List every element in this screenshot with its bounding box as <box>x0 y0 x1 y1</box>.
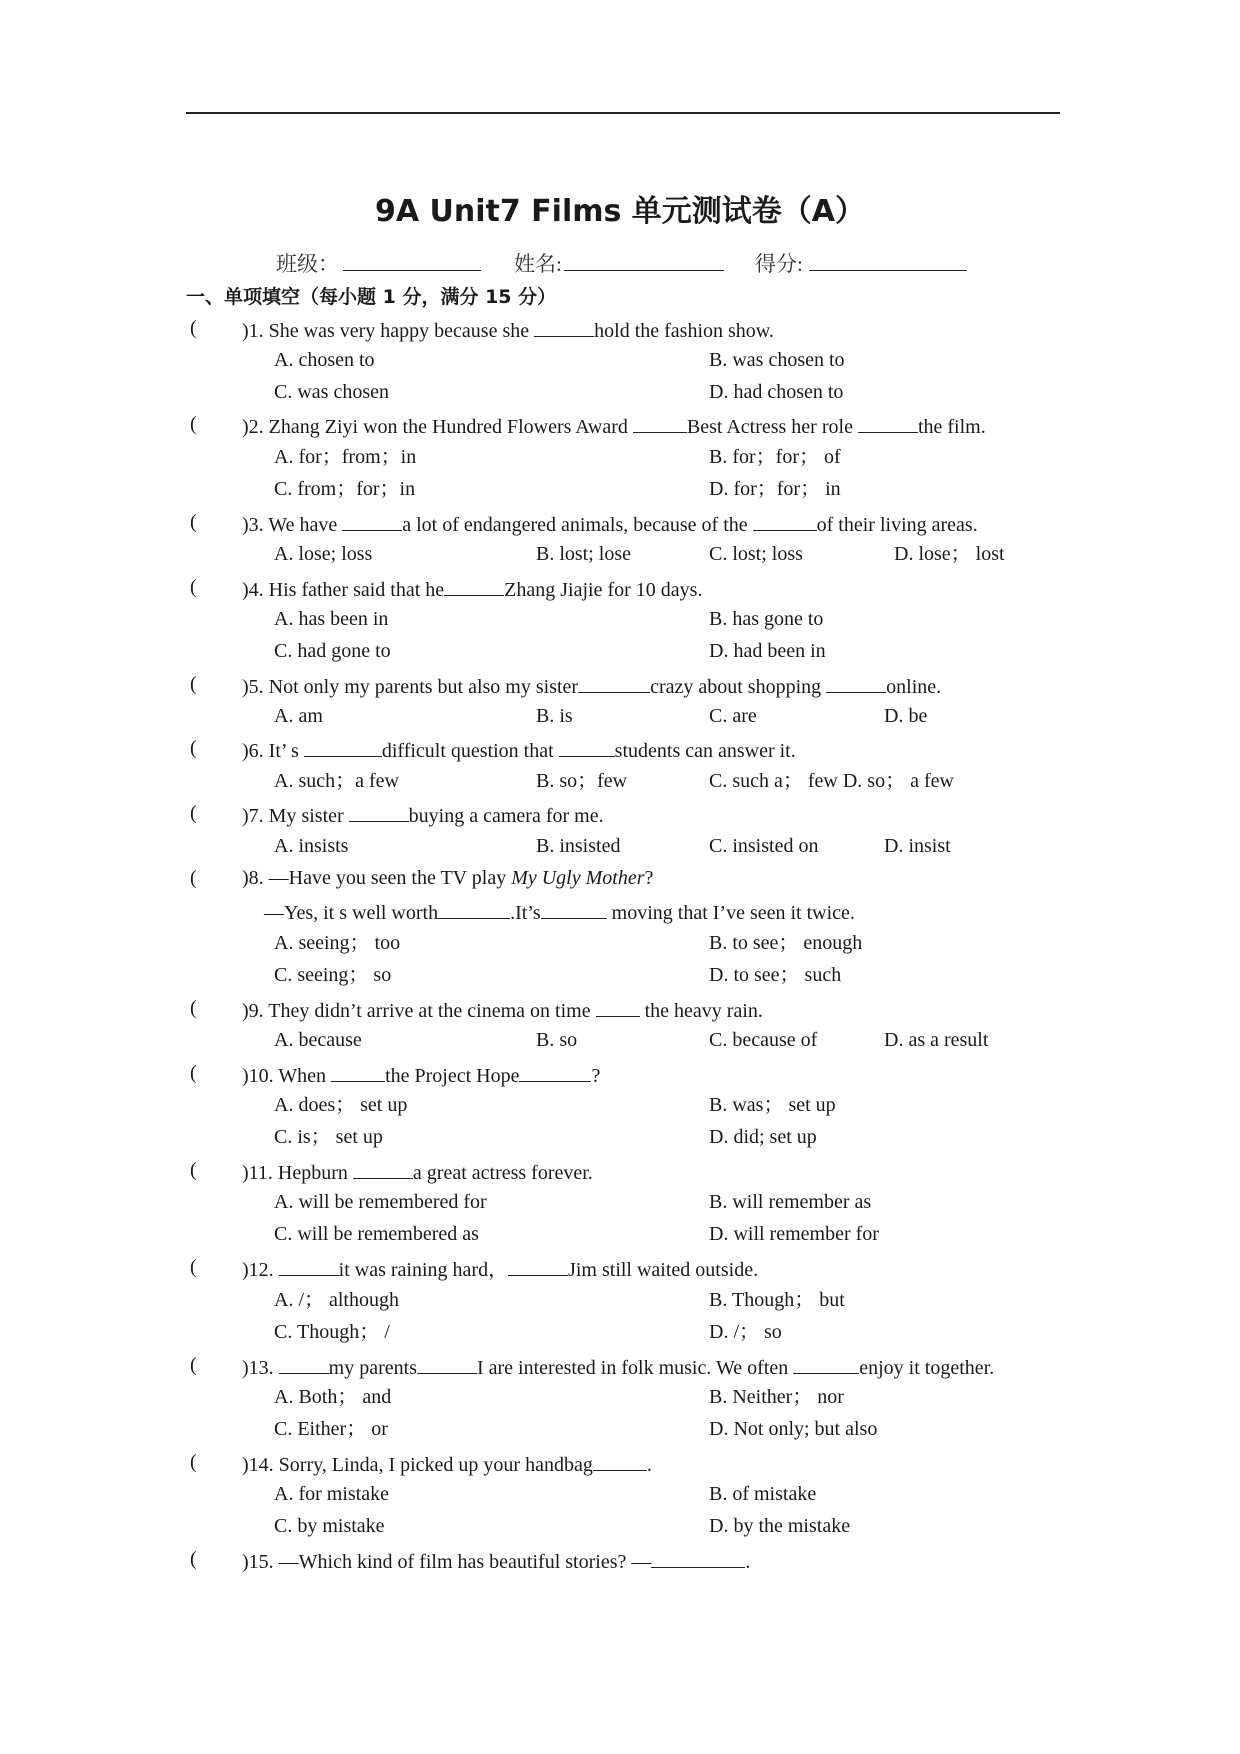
question-12: )12. it was raining hard， Jim still waited outside. <box>242 1259 759 1281</box>
q3-option-c[interactable]: C. lost; loss <box>709 543 803 565</box>
name-blank[interactable] <box>564 250 724 271</box>
q2-option-c[interactable]: C. from；for；in <box>274 478 416 500</box>
q13-option-d[interactable]: D. Not only; but also <box>709 1418 878 1440</box>
q7-option-c[interactable]: C. insisted on <box>709 835 819 857</box>
answer-paren[interactable]: ( <box>190 317 197 339</box>
q8-option-d[interactable]: D. to see； such <box>709 964 842 986</box>
q14-option-b[interactable]: B. of mistake <box>709 1483 817 1505</box>
question-5: )5. Not only my parents but also my sister crazy about shopping online. <box>242 676 942 698</box>
answer-paren[interactable]: ( <box>190 802 197 824</box>
q9-option-a[interactable]: A. because <box>274 1029 362 1051</box>
q3-option-b[interactable]: B. lost; lose <box>536 543 632 565</box>
q2-option-b[interactable]: B. for；for； of <box>709 446 841 468</box>
q14-option-c[interactable]: C. by mistake <box>274 1515 385 1537</box>
question-3: )3. We have a lot of endangered animals, because of the of their living areas. <box>242 514 978 536</box>
q12-option-c[interactable]: C. Though； / <box>274 1321 390 1343</box>
answer-paren[interactable]: ( <box>190 1451 197 1473</box>
q10-option-b[interactable]: B. was； set up <box>709 1094 836 1116</box>
q10-option-a[interactable]: A. does； set up <box>274 1094 408 1116</box>
q9-option-d[interactable]: D. as a result <box>884 1029 989 1051</box>
question-13: )13. my parents I are interested in folk music. We often enjoy it together. <box>242 1357 995 1379</box>
answer-paren[interactable]: ( <box>190 1256 197 1278</box>
question-1: )1. She was very happy because she hold the fashion show. <box>242 320 774 342</box>
answer-paren[interactable]: ( <box>190 1062 197 1084</box>
q10-option-c[interactable]: C. is； set up <box>274 1126 383 1148</box>
q3-option-d[interactable]: D. lose； lost <box>894 543 1005 565</box>
question-9: )9. They didn’t arrive at the cinema on time the heavy rain. <box>242 1000 763 1022</box>
q2-option-d[interactable]: D. for；for； in <box>709 478 841 500</box>
q13-option-c[interactable]: C. Either； or <box>274 1418 388 1440</box>
class-label: 班级： <box>276 252 339 276</box>
question-11: )11. Hepburn a great actress forever. <box>242 1162 593 1184</box>
q14-option-a[interactable]: A. for mistake <box>274 1483 389 1505</box>
score-field <box>755 248 967 278</box>
score-label: 得分: <box>755 252 803 276</box>
q11-option-d[interactable]: D. will remember for <box>709 1223 879 1245</box>
q10-option-d[interactable]: D. did; set up <box>709 1126 817 1148</box>
q1-option-c[interactable]: C. was chosen <box>274 381 389 403</box>
q11-option-c[interactable]: C. will be remembered as <box>274 1223 479 1245</box>
q7-option-b[interactable]: B. insisted <box>536 835 621 857</box>
q13-option-b[interactable]: B. Neither； nor <box>709 1386 844 1408</box>
q13-option-a[interactable]: A. Both； and <box>274 1386 392 1408</box>
answer-paren[interactable]: ( <box>190 511 197 533</box>
class-field <box>276 248 481 278</box>
q2-option-a[interactable]: A. for；from；in <box>274 446 417 468</box>
q11-option-b[interactable]: B. will remember as <box>709 1191 872 1213</box>
q11-option-a[interactable]: A. will be remembered for <box>274 1191 487 1213</box>
q1-option-b[interactable]: B. was chosen to <box>709 349 845 371</box>
class-blank[interactable] <box>343 250 481 271</box>
q4-option-d[interactable]: D. had been in <box>709 640 826 662</box>
name-field <box>514 248 724 278</box>
section-heading: 一、单项填空（每小题 1 分，满分 15 分） <box>186 286 557 308</box>
top-rule <box>186 112 1060 114</box>
q8-option-c[interactable]: C. seeing； so <box>274 964 392 986</box>
q14-option-d[interactable]: D. by the mistake <box>709 1515 851 1537</box>
answer-paren[interactable]: ( <box>190 1159 197 1181</box>
question-8-reply: —Yes, it s well worth .It’s moving that I’ve seen it twice. <box>264 902 855 924</box>
q5-option-c[interactable]: C. are <box>709 705 757 727</box>
answer-paren[interactable]: ( <box>190 1548 197 1570</box>
q4-option-b[interactable]: B. has gone to <box>709 608 824 630</box>
q1-option-d[interactable]: D. had chosen to <box>709 381 844 403</box>
q7-option-a[interactable]: A. insists <box>274 835 349 857</box>
q1-option-a[interactable]: A. chosen to <box>274 349 375 371</box>
q8-option-a[interactable]: A. seeing； too <box>274 932 401 954</box>
answer-paren[interactable]: ( <box>190 997 197 1019</box>
page-title: 9A Unit7 Films 单元测试卷（A） <box>374 194 866 229</box>
answer-paren[interactable]: ( <box>190 576 197 598</box>
q5-option-a[interactable]: A. am <box>274 705 323 727</box>
q5-option-d[interactable]: D. be <box>884 705 928 727</box>
answer-paren[interactable]: ( <box>190 867 197 889</box>
question-14: )14. Sorry, Linda, I picked up your handbag . <box>242 1454 652 1476</box>
question-6: )6. It’ s difficult question that students can answer it. <box>242 740 796 762</box>
q12-option-a[interactable]: A. /； although <box>274 1289 399 1311</box>
q9-option-c[interactable]: C. because of <box>709 1029 818 1051</box>
q6-option-c-d[interactable]: C. such a； few D. so； a few <box>709 770 954 792</box>
answer-paren[interactable]: ( <box>190 1354 197 1376</box>
q7-option-d[interactable]: D. insist <box>884 835 951 857</box>
question-7: )7. My sister buying a camera for me. <box>242 805 604 827</box>
name-label: 姓名: <box>514 252 562 276</box>
score-blank[interactable] <box>809 250 967 271</box>
q9-option-b[interactable]: B. so <box>536 1029 578 1051</box>
answer-paren[interactable]: ( <box>190 737 197 759</box>
question-15: )15. —Which kind of film has beautiful stories? — . <box>242 1551 751 1573</box>
question-2: )2. Zhang Ziyi won the Hundred Flowers Award Best Actress her role the film. <box>242 416 986 438</box>
question-4: )4. His father said that he Zhang Jiajie for 10 days. <box>242 579 703 601</box>
q4-option-a[interactable]: A. has been in <box>274 608 389 630</box>
q3-option-a[interactable]: A. lose; loss <box>274 543 373 565</box>
q4-option-c[interactable]: C. had gone to <box>274 640 391 662</box>
q6-option-b[interactable]: B. so；few <box>536 770 628 792</box>
answer-paren[interactable]: ( <box>190 413 197 435</box>
question-10: )10. When the Project Hope ? <box>242 1065 601 1087</box>
q12-option-b[interactable]: B. Though； but <box>709 1289 845 1311</box>
question-8: )8. —Have you seen the TV play My Ugly Mother? <box>242 867 654 889</box>
q5-option-b[interactable]: B. is <box>536 705 573 727</box>
q8-option-b[interactable]: B. to see； enough <box>709 932 863 954</box>
answer-paren[interactable]: ( <box>190 673 197 695</box>
q12-option-d[interactable]: D. /； so <box>709 1321 782 1343</box>
q6-option-a[interactable]: A. such；a few <box>274 770 399 792</box>
